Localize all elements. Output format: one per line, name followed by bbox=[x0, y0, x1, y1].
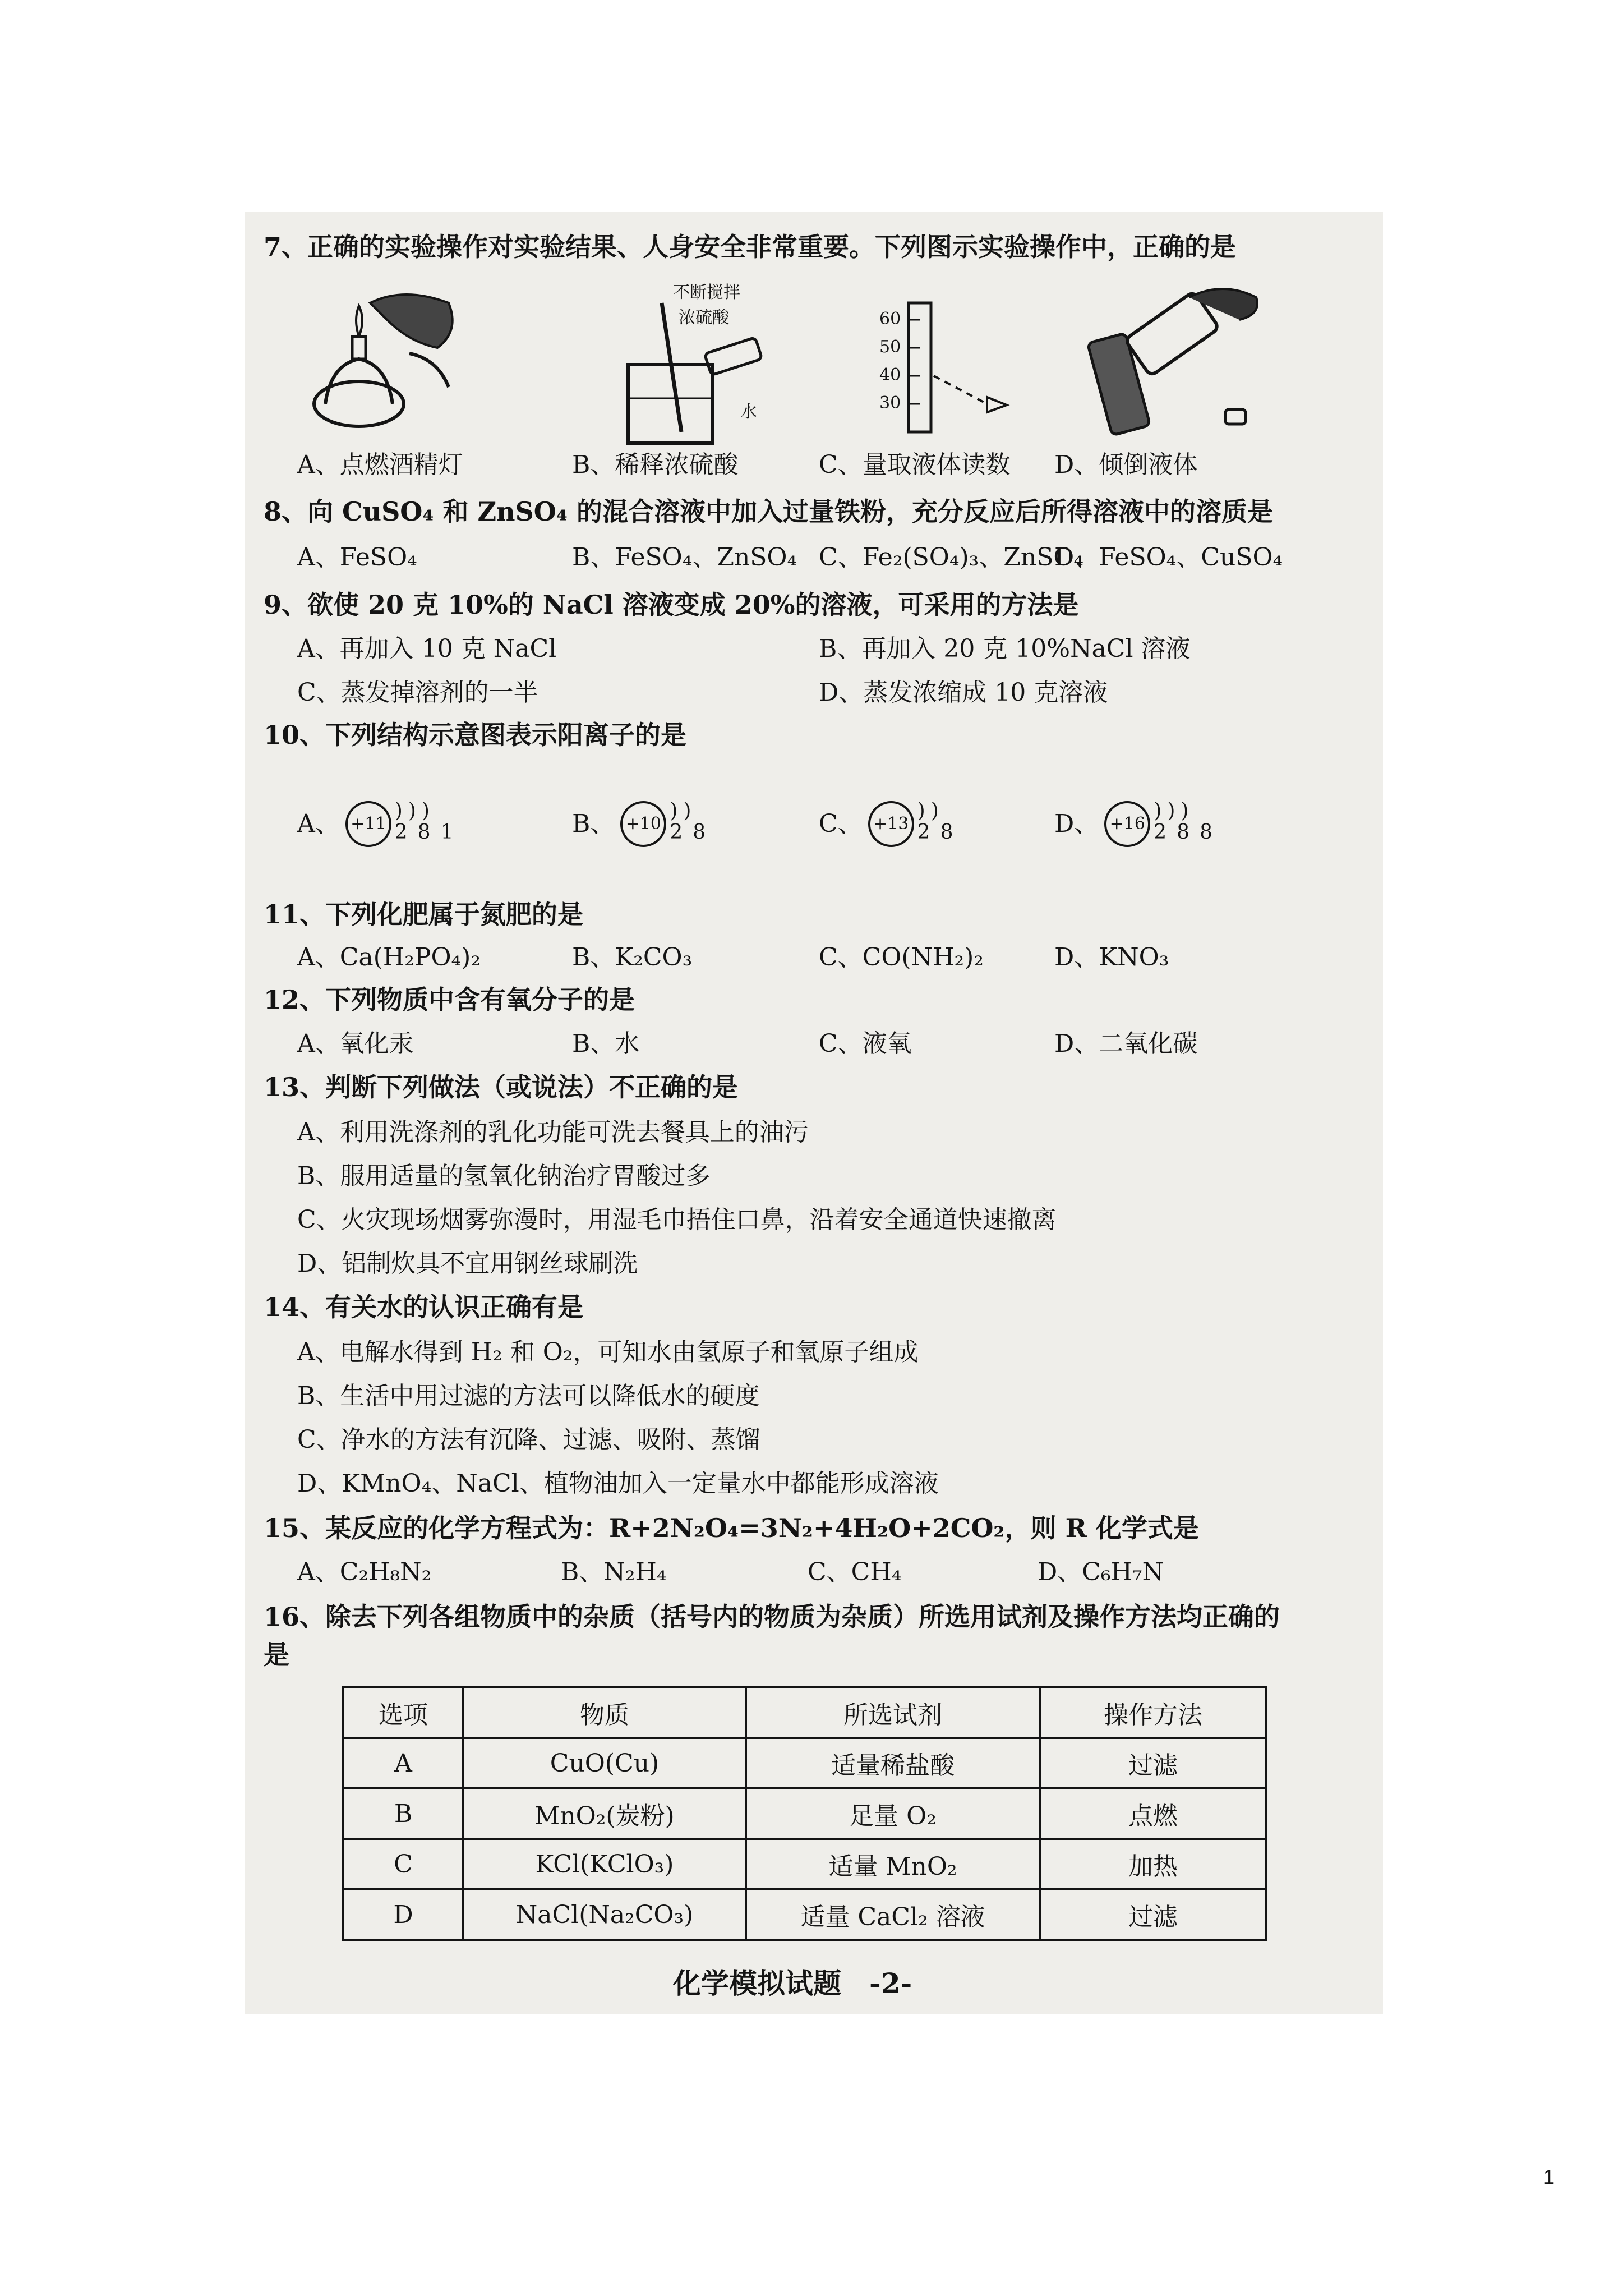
q8-option-b[interactable]: B、FeSO₄、ZnSO₄ bbox=[572, 543, 797, 572]
question-12-stem: 12、下列物质中含有氧分子的是 bbox=[264, 984, 635, 1015]
page-number: 1 bbox=[1543, 2165, 1555, 2188]
cell-method: 过滤 bbox=[1040, 1889, 1266, 1940]
cell-reagent: 适量 CaCl₂ 溶液 bbox=[746, 1889, 1040, 1940]
q13-option-d[interactable]: D、铝制炊具不宜用钢丝球刷洗 bbox=[297, 1249, 638, 1278]
q13-option-c[interactable]: C、火灾现场烟雾弥漫时，用湿毛巾捂住口鼻，沿着安全通道快速撤离 bbox=[297, 1205, 1057, 1234]
header-option: 选项 bbox=[343, 1687, 463, 1738]
q7-option-c[interactable]: C、量取液体读数 bbox=[819, 450, 1011, 479]
q9-option-d[interactable]: D、蒸发浓缩成 10 克溶液 bbox=[819, 678, 1108, 707]
cell-substance: KCl(KClO₃) bbox=[463, 1839, 746, 1889]
electron-counts: 288 bbox=[1154, 821, 1223, 844]
q16-table bbox=[342, 1686, 1267, 1941]
electron-shells bbox=[1154, 800, 1223, 843]
q8-option-a[interactable]: A、FeSO₄ bbox=[297, 543, 417, 572]
electron-shells bbox=[395, 800, 464, 843]
q12-option-b[interactable]: B、水 bbox=[572, 1029, 640, 1058]
option-letter: B、 bbox=[572, 809, 615, 838]
q9-option-c[interactable]: C、蒸发掉溶剂的一半 bbox=[297, 678, 538, 707]
shell-arcs: )) bbox=[670, 799, 697, 822]
tick-40: 40 bbox=[879, 365, 901, 385]
q8-option-d[interactable]: D、FeSO₄、CuSO₄ bbox=[1054, 543, 1283, 572]
option-letter: A、 bbox=[297, 809, 340, 838]
question-16-stem: 16、除去下列各组物质中的杂质（括号内的物质为杂质）所选用试剂及操作方法均正确的 bbox=[264, 1602, 1280, 1632]
nucleus: +10 bbox=[620, 801, 666, 847]
q15-option-a[interactable]: A、C₂H₈N₂ bbox=[297, 1558, 432, 1586]
option-letter: D、 bbox=[1054, 809, 1099, 838]
q14-option-d[interactable]: D、KMnO₄、NaCl、植物油加入一定量水中都能形成溶液 bbox=[297, 1469, 939, 1498]
tick-30: 30 bbox=[879, 393, 901, 413]
cell-method: 加热 bbox=[1040, 1839, 1266, 1889]
q14-option-b[interactable]: B、生活中用过滤的方法可以降低水的硬度 bbox=[297, 1382, 760, 1410]
q10-option-c[interactable] bbox=[819, 801, 963, 847]
electron-counts: 28 bbox=[670, 821, 716, 844]
question-16-stem-cont: 是 bbox=[264, 1640, 289, 1670]
label-stir: 不断搅拌 bbox=[673, 283, 740, 302]
q11-option-d[interactable]: D、KNO₃ bbox=[1054, 943, 1169, 972]
table-row bbox=[343, 1839, 1266, 1889]
q12-option-a[interactable]: A、氧化汞 bbox=[297, 1029, 414, 1058]
q11-option-a[interactable]: A、Ca(H₂PO₄)₂ bbox=[297, 943, 481, 972]
nucleus: +16 bbox=[1104, 801, 1150, 847]
question-15-stem: 15、某反应的化学方程式为：R+2N₂O₄=3N₂+4H₂O+2CO₂，则 R 化学式是 bbox=[264, 1513, 1199, 1543]
figure-pour-liquid bbox=[1077, 280, 1267, 438]
q11-option-b[interactable]: B、K₂CO₃ bbox=[572, 943, 693, 972]
q7-option-d[interactable]: D、倾倒液体 bbox=[1054, 450, 1198, 479]
question-11-stem: 11、下列化肥属于氮肥的是 bbox=[264, 899, 584, 930]
q9-option-b[interactable]: B、再加入 20 克 10%NaCl 溶液 bbox=[819, 634, 1191, 663]
cell-option: B bbox=[343, 1788, 463, 1839]
table-row bbox=[343, 1889, 1266, 1940]
q8-option-c[interactable]: C、Fe₂(SO₄)₃、ZnSO₄ bbox=[819, 543, 1084, 572]
table-row bbox=[343, 1788, 1266, 1839]
table-row bbox=[343, 1738, 1266, 1788]
nucleus: +13 bbox=[868, 801, 914, 847]
q15-option-c[interactable]: C、CH₄ bbox=[808, 1558, 902, 1586]
cell-reagent: 适量稀盐酸 bbox=[746, 1738, 1040, 1788]
q7-option-a[interactable]: A、点燃酒精灯 bbox=[297, 450, 463, 479]
shell-arcs: ))) bbox=[1154, 799, 1195, 822]
q13-option-a[interactable]: A、利用洗涤剂的乳化功能可洗去餐具上的油污 bbox=[297, 1118, 809, 1147]
q9-option-a[interactable]: A、再加入 10 克 NaCl bbox=[297, 634, 557, 663]
cell-reagent: 适量 MnO₂ bbox=[746, 1839, 1040, 1889]
label-acid: 浓硫酸 bbox=[679, 308, 729, 328]
q7-option-b[interactable]: B、稀释浓硫酸 bbox=[572, 450, 739, 479]
cell-substance: CuO(Cu) bbox=[463, 1738, 746, 1788]
electron-counts: 28 bbox=[917, 821, 963, 844]
q12-option-d[interactable]: D、二氧化碳 bbox=[1054, 1029, 1198, 1058]
question-13-stem: 13、判断下列做法（或说法）不正确的是 bbox=[264, 1072, 739, 1102]
cell-substance: MnO₂(炭粉) bbox=[463, 1788, 746, 1839]
cell-method: 点燃 bbox=[1040, 1788, 1266, 1839]
q10-option-b[interactable] bbox=[572, 801, 716, 847]
question-10-stem: 10、下列结构示意图表示阳离子的是 bbox=[264, 720, 687, 750]
header-substance: 物质 bbox=[463, 1687, 746, 1738]
cell-reagent: 足量 O₂ bbox=[746, 1788, 1040, 1839]
q10-option-a[interactable] bbox=[297, 801, 464, 847]
q15-option-d[interactable]: D、C₆H₇N bbox=[1038, 1558, 1164, 1586]
question-9-stem: 9、欲使 20 克 10%的 NaCl 溶液变成 20%的溶液，可采用的方法是 bbox=[264, 590, 1079, 620]
q10-option-d[interactable] bbox=[1054, 801, 1223, 847]
q14-option-c[interactable]: C、净水的方法有沉降、过滤、吸附、蒸馏 bbox=[297, 1425, 760, 1454]
question-14-stem: 14、有关水的认识正确有是 bbox=[264, 1292, 584, 1322]
cell-option: C bbox=[343, 1839, 463, 1889]
electron-shells bbox=[917, 800, 963, 843]
header-method: 操作方法 bbox=[1040, 1687, 1266, 1738]
shell-arcs: )) bbox=[917, 799, 944, 822]
table-header-row bbox=[343, 1687, 1266, 1738]
q11-option-c[interactable]: C、CO(NH₂)₂ bbox=[819, 943, 984, 972]
q14-option-a[interactable]: A、电解水得到 H₂ 和 O₂，可知水由氢原子和氧原子组成 bbox=[297, 1338, 919, 1366]
tick-60: 60 bbox=[879, 309, 901, 329]
label-water: 水 bbox=[740, 402, 757, 422]
q15-option-b[interactable]: B、N₂H₄ bbox=[561, 1558, 667, 1586]
q13-option-b[interactable]: B、服用适量的氢氧化钠治疗胃酸过多 bbox=[297, 1162, 711, 1190]
q12-option-c[interactable]: C、液氧 bbox=[819, 1029, 912, 1058]
shell-arcs: ))) bbox=[394, 799, 435, 822]
tick-50: 50 bbox=[879, 337, 901, 357]
figure-alcohol-lamp bbox=[280, 280, 482, 438]
electron-counts: 281 bbox=[394, 821, 464, 844]
header-reagent: 所选试剂 bbox=[746, 1687, 1040, 1738]
page-footer: 化学模拟试题 -2- bbox=[673, 1967, 912, 2000]
question-8-stem: 8、向 CuSO₄ 和 ZnSO₄ 的混合溶液中加入过量铁粉，充分反应后所得溶液中的溶质是 bbox=[264, 496, 1274, 527]
option-letter: C、 bbox=[819, 809, 863, 838]
nucleus: +11 bbox=[345, 801, 391, 847]
cell-option: A bbox=[343, 1738, 463, 1788]
electron-shells bbox=[670, 800, 716, 843]
cell-method: 过滤 bbox=[1040, 1738, 1266, 1788]
cell-option: D bbox=[343, 1889, 463, 1940]
question-7-stem: 7、正确的实验操作对实验结果、人身安全非常重要。下列图示实验操作中，正确的是 bbox=[264, 232, 1237, 262]
cell-substance: NaCl(Na₂CO₃) bbox=[463, 1889, 746, 1940]
